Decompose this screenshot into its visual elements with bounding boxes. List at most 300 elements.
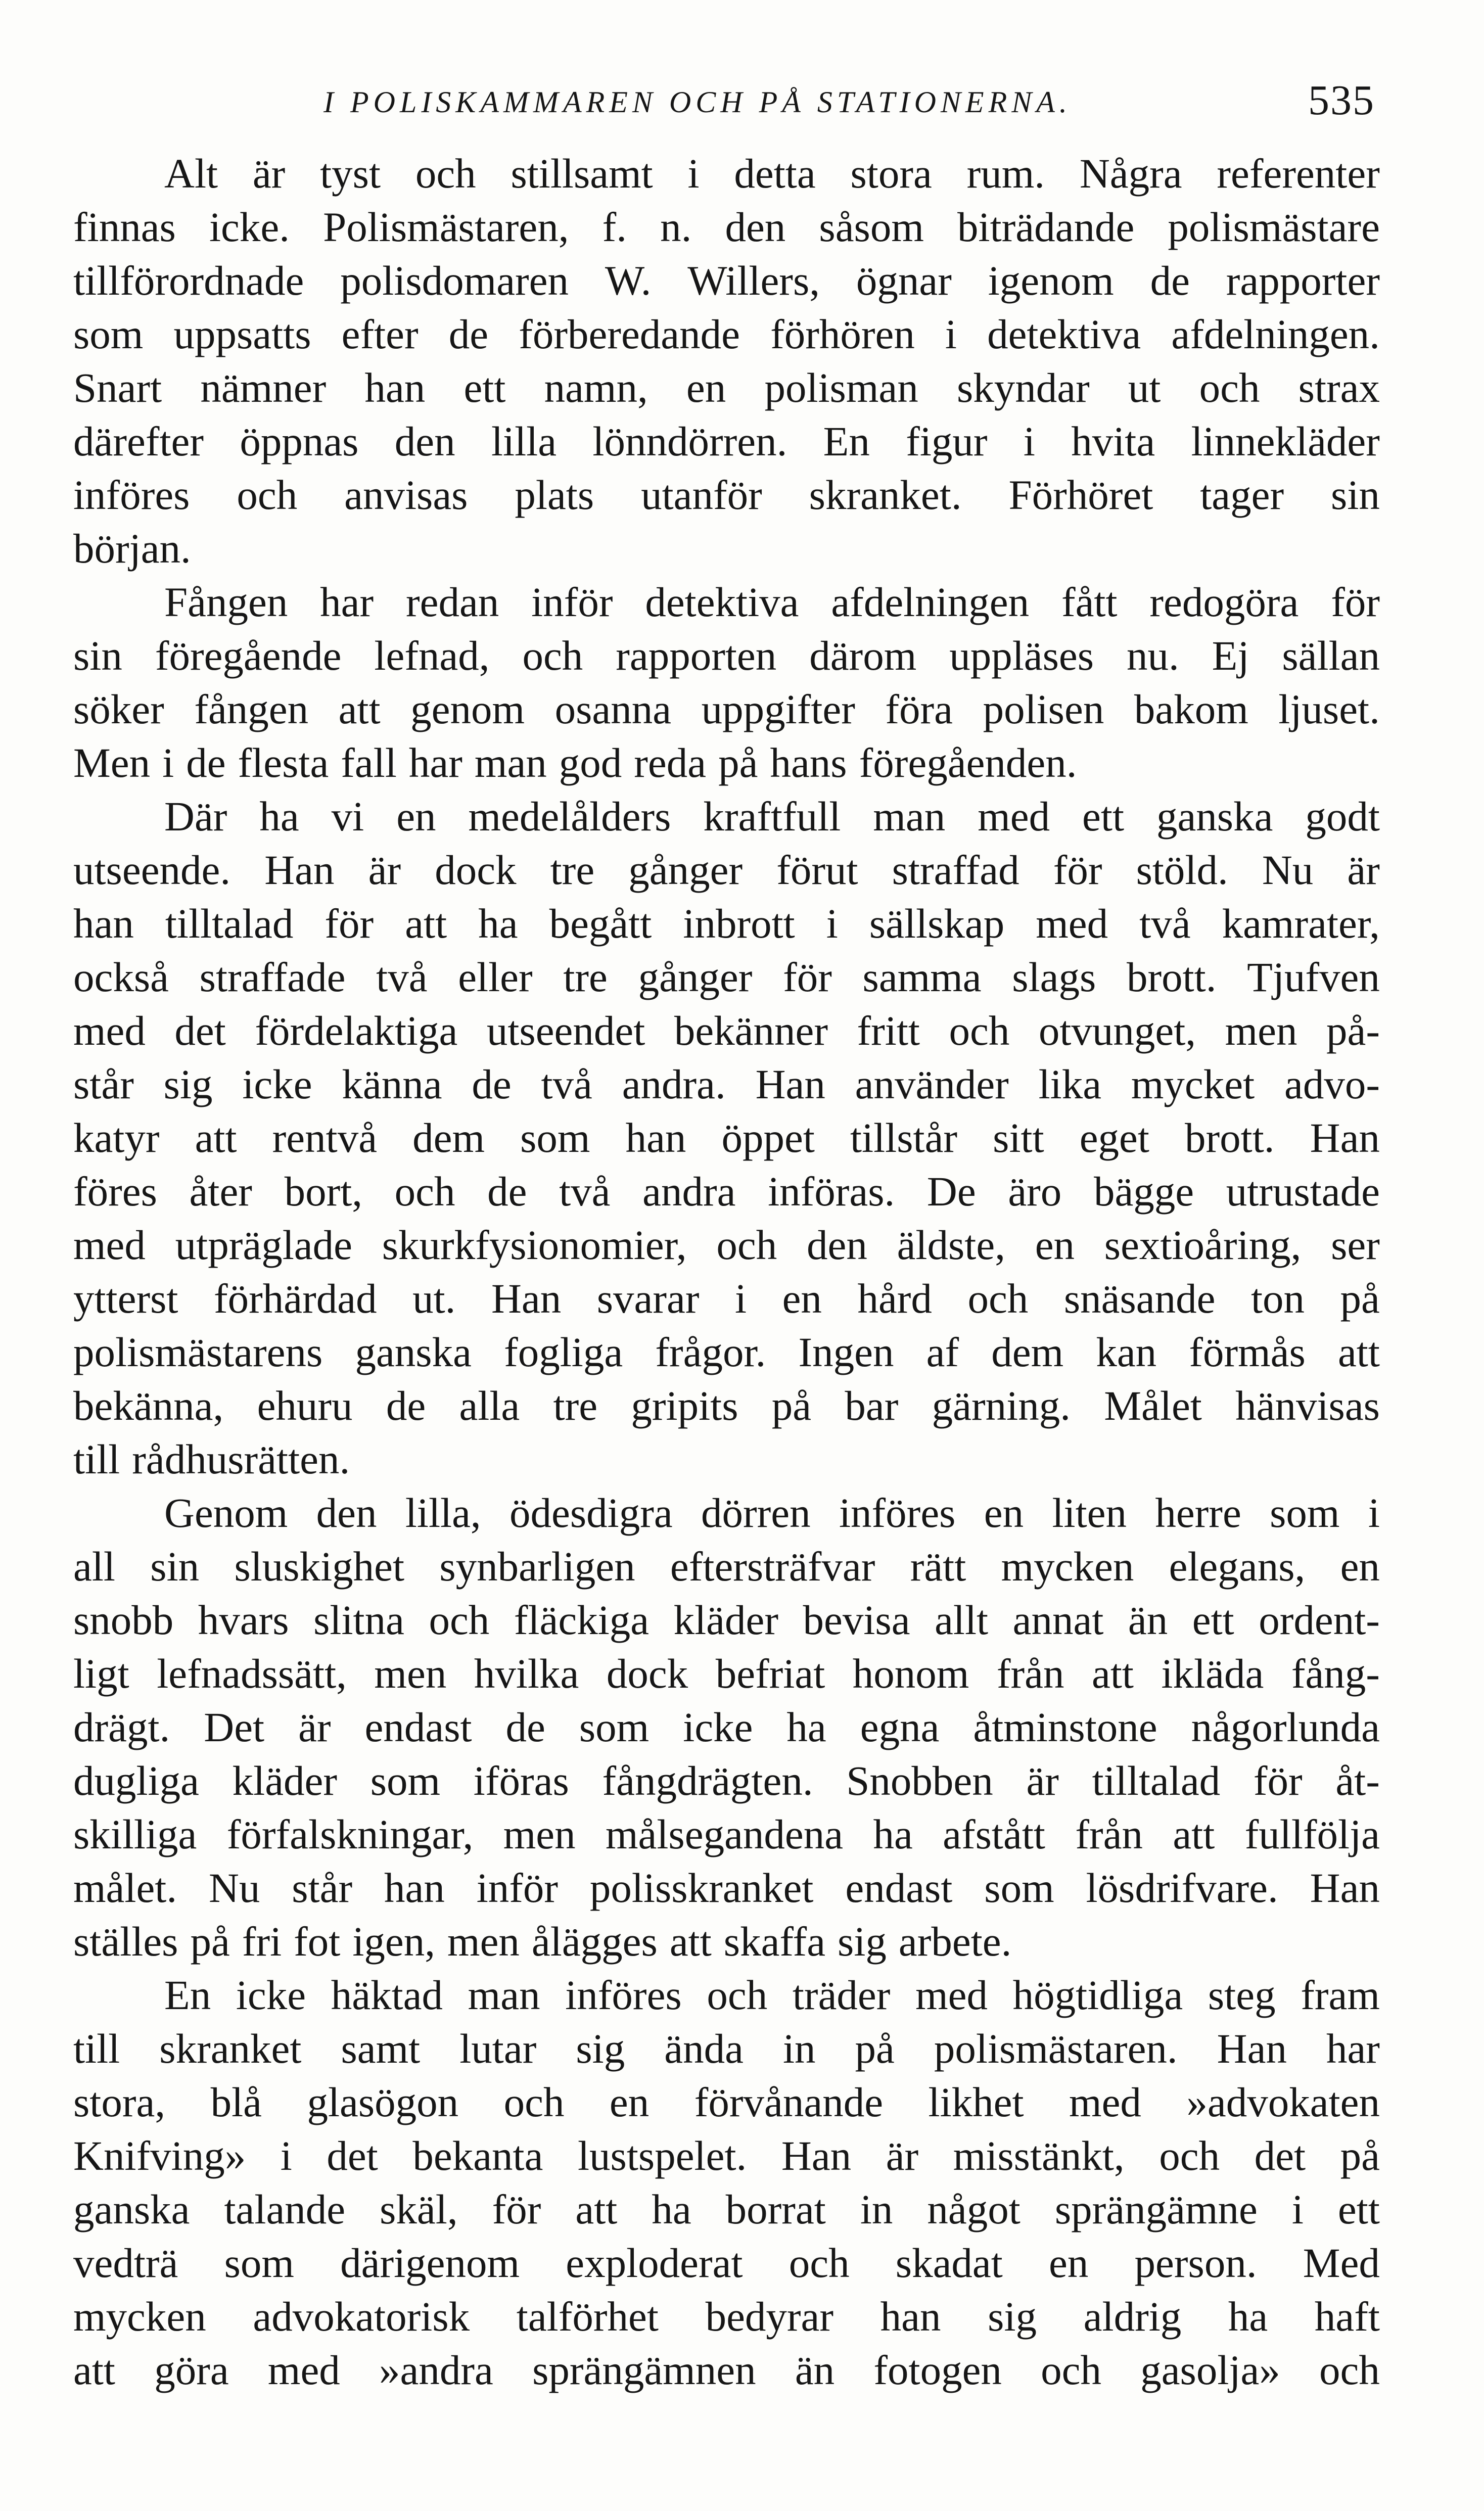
text-line — [73, 200, 1380, 254]
word: fläckiga — [514, 1597, 650, 1643]
word: steg — [1208, 1972, 1276, 2018]
word: äldste, — [897, 1222, 1005, 1268]
word: i — [826, 900, 838, 947]
word: är — [368, 847, 401, 893]
word: ton — [1250, 1275, 1305, 1322]
word: tyst — [320, 150, 381, 197]
word: en — [1049, 2240, 1089, 2286]
word: bekanta — [412, 2132, 543, 2179]
word: uppläses — [949, 632, 1094, 679]
text-line — [73, 843, 1380, 897]
word: nu. — [1126, 632, 1179, 679]
word: lösdrifvare. — [1086, 1865, 1278, 1911]
running-head — [76, 76, 1375, 136]
word: att — [338, 686, 381, 732]
word: ha — [652, 2186, 691, 2233]
word: samt — [341, 2025, 421, 2072]
word: uppsatts — [173, 311, 311, 357]
word: på — [190, 1918, 230, 1965]
text-line — [73, 1968, 1380, 2022]
word: har — [408, 739, 462, 786]
text-line — [73, 1807, 1380, 1861]
word: brott. — [1185, 1114, 1275, 1161]
word: sig — [576, 2025, 625, 2072]
word: skäl, — [380, 2186, 458, 2233]
word: men — [1225, 1007, 1297, 1054]
text-line — [73, 522, 1380, 575]
word: inbrott — [683, 900, 795, 947]
text-line — [73, 1057, 1380, 1111]
word: rum. — [966, 150, 1045, 197]
word: befriat — [715, 1650, 825, 1697]
word: sin — [73, 632, 122, 679]
word: hans — [770, 739, 847, 786]
word: bägge — [1093, 1168, 1194, 1215]
text-line — [73, 1111, 1380, 1165]
word: sig — [838, 1918, 887, 1965]
word: sig — [988, 2293, 1037, 2340]
word: sällan — [1282, 632, 1380, 679]
word: Med — [1303, 2240, 1380, 2286]
word: för — [1253, 1757, 1303, 1804]
word: skranket — [159, 2025, 302, 2072]
word: för — [492, 2186, 541, 2233]
word: afdelningen — [831, 579, 1030, 625]
word: referenter — [1217, 150, 1380, 197]
word: åtminstone — [973, 1704, 1157, 1750]
text-line — [73, 1004, 1380, 1057]
text-line — [73, 1379, 1380, 1432]
word: svarar — [596, 1275, 700, 1322]
word: kan — [1096, 1329, 1157, 1375]
word: advokatorisk — [253, 2293, 470, 2340]
word: att — [195, 1114, 237, 1161]
word: gånger — [638, 954, 753, 1000]
word: sig — [163, 1061, 213, 1107]
word: icke — [236, 1972, 306, 2018]
word: herre — [1155, 1490, 1241, 1536]
word: tre — [550, 847, 595, 893]
word: mycken — [73, 2293, 206, 2340]
word: Snart — [73, 364, 162, 411]
word: kläder — [232, 1757, 338, 1804]
word: ut — [1128, 364, 1161, 411]
word: alla — [459, 1382, 520, 1429]
word: Nu — [208, 1865, 260, 1911]
word: sin — [150, 1543, 200, 1590]
word: i — [1368, 1490, 1380, 1536]
text-line — [73, 629, 1380, 682]
word: söker — [73, 686, 164, 732]
word: linnekläder — [1191, 418, 1380, 464]
word: utseendet — [486, 1007, 645, 1054]
word: all — [73, 1543, 115, 1590]
word: skurkfysionomier, — [382, 1222, 687, 1268]
word: endast — [364, 1704, 472, 1750]
word: Ingen — [798, 1329, 894, 1375]
word: Förhöret — [1008, 472, 1153, 518]
word: att — [575, 2186, 618, 2233]
word: slitna — [313, 1597, 404, 1643]
word: bedyrar — [705, 2293, 834, 2340]
word: fram — [1301, 1972, 1380, 2018]
word: lika — [1038, 1061, 1102, 1107]
word: talförhet — [516, 2293, 659, 2340]
word: tilltalad — [1092, 1757, 1221, 1804]
word: att — [669, 1918, 712, 1965]
text-line — [73, 1325, 1380, 1379]
word: de — [472, 1061, 512, 1107]
word: införes — [839, 1490, 956, 1536]
word: tager — [1200, 472, 1284, 518]
word: för — [1053, 847, 1102, 893]
word: dem — [412, 1114, 485, 1161]
word: det — [174, 1007, 226, 1054]
word: icke. — [209, 204, 290, 250]
word: stöld. — [1136, 847, 1228, 893]
word: ha — [786, 1704, 826, 1750]
word: skranket. — [809, 472, 962, 518]
word: flesta — [238, 739, 329, 786]
word: misstänkt, — [953, 2132, 1125, 2179]
text-line — [73, 2290, 1380, 2343]
word: står — [73, 1061, 134, 1107]
word: och — [429, 1597, 490, 1643]
word: dock — [606, 1650, 688, 1697]
word: åt- — [1335, 1757, 1380, 1804]
word: godt — [1305, 793, 1380, 840]
word: än — [795, 2347, 835, 2393]
word: som — [73, 311, 144, 357]
word: han — [625, 1114, 686, 1161]
text-line — [73, 254, 1380, 307]
word: bort, — [284, 1168, 363, 1215]
word: straffade — [199, 954, 346, 1000]
word: efter — [341, 311, 419, 357]
word: ha — [873, 1811, 913, 1857]
word: de — [186, 739, 226, 786]
word: utseende. — [73, 847, 231, 893]
word: bakom — [1134, 686, 1248, 732]
word: han — [364, 364, 426, 411]
word: åter — [189, 1168, 252, 1215]
word: allt — [935, 1597, 989, 1643]
word: fritt — [857, 1007, 920, 1054]
word: Alt — [164, 150, 218, 197]
word: Han — [1310, 1865, 1380, 1911]
word: som — [520, 1114, 590, 1161]
word: föra — [885, 686, 953, 732]
word: och — [716, 1222, 777, 1268]
word: de — [386, 1382, 426, 1429]
word: en — [686, 364, 726, 411]
word: person. — [1134, 2240, 1257, 2286]
word: den — [807, 1222, 867, 1268]
word: på — [1340, 2132, 1380, 2179]
word: och — [415, 150, 476, 197]
word: Nu — [1262, 847, 1314, 893]
word: men — [374, 1650, 447, 1697]
word: men — [447, 1918, 520, 1965]
word: tre — [563, 954, 608, 1000]
word: på — [1340, 1275, 1380, 1322]
word: bekänna, — [73, 1382, 224, 1429]
word: fot — [294, 1918, 341, 1965]
word: bevisa — [803, 1597, 910, 1643]
word: Det — [204, 1704, 265, 1750]
word: dem — [991, 1329, 1064, 1375]
word: in — [860, 2186, 893, 2233]
word: vedträ — [73, 2240, 178, 2286]
word: ett — [1337, 2186, 1380, 2233]
text-line — [73, 1754, 1380, 1807]
word: eftersträfvar — [670, 1543, 875, 1590]
word: han — [73, 900, 134, 947]
word: att — [1092, 1650, 1134, 1697]
word: hvilka — [474, 1650, 579, 1697]
word: förut — [776, 847, 858, 893]
word: bar — [845, 1382, 899, 1429]
word: föregående — [155, 632, 342, 679]
word: i — [945, 311, 957, 357]
word: utpräglade — [175, 1222, 352, 1268]
word: eller — [458, 954, 533, 1000]
word: frågor. — [655, 1329, 766, 1375]
text-line — [73, 147, 1380, 200]
word: de — [1150, 257, 1190, 304]
word: stillsamt — [511, 150, 653, 197]
word: polismästare — [1168, 204, 1380, 250]
word: och — [967, 1275, 1029, 1322]
word: och — [949, 1007, 1010, 1054]
word: Han — [491, 1275, 562, 1322]
word: namn, — [544, 364, 648, 411]
word: och — [1199, 364, 1260, 411]
word: en — [1035, 1222, 1075, 1268]
word: de — [487, 1168, 527, 1215]
word: andra. — [622, 1061, 726, 1107]
word: i — [1023, 418, 1035, 464]
word: Genom — [164, 1490, 288, 1536]
text-line — [73, 897, 1380, 950]
word: En — [164, 1972, 211, 2018]
word: egna — [860, 1704, 940, 1750]
word: Polismästaren, — [323, 204, 569, 250]
word: fotogen — [873, 2347, 1002, 2393]
word: rådhusrätten. — [132, 1436, 350, 1482]
word: polisskranket — [589, 1865, 814, 1911]
word: i — [687, 150, 700, 197]
word: och — [1319, 2347, 1380, 2393]
text-line — [73, 1486, 1380, 1540]
word: haft — [1314, 2293, 1380, 2340]
word: likhet — [928, 2079, 1024, 2125]
text-line — [73, 950, 1380, 1004]
word: han — [384, 1865, 445, 1911]
word: skyndar — [956, 364, 1090, 411]
page-number: 535 — [1308, 77, 1375, 124]
word: ända — [664, 2025, 744, 2072]
word: en — [984, 1490, 1024, 1536]
word: införes — [73, 472, 190, 518]
text-line — [73, 2182, 1380, 2236]
word: otvunget, — [1038, 1007, 1196, 1054]
word: och — [1159, 2132, 1220, 2179]
word: förhören — [770, 311, 915, 357]
word: skaffa — [723, 1918, 826, 1965]
word: vi — [331, 793, 364, 840]
word: på — [855, 2025, 895, 2072]
word: de — [505, 1704, 545, 1750]
word: häktad — [331, 1972, 443, 2018]
word: Några — [1079, 150, 1182, 197]
word: Han — [755, 1061, 825, 1107]
word: fördelaktiga — [255, 1007, 458, 1054]
word: som — [1270, 1490, 1340, 1536]
word: utanför — [641, 472, 762, 518]
word: är — [298, 1704, 331, 1750]
word: fått — [1061, 579, 1118, 625]
word: Men — [73, 739, 151, 786]
word: talande — [224, 2186, 346, 2233]
text-line — [73, 1165, 1380, 1218]
word: slags — [1012, 954, 1096, 1000]
word: därigenom — [340, 2240, 520, 2286]
word: lilla — [491, 418, 557, 464]
word: ett — [1082, 793, 1125, 840]
word: med — [915, 1972, 988, 2018]
word: såsom — [819, 204, 924, 250]
word: ödesdigra — [509, 1490, 673, 1536]
word: införes — [565, 1972, 682, 2018]
word: rapporter — [1226, 257, 1380, 304]
word: skadat — [895, 2240, 1003, 2286]
word: ytterst — [73, 1275, 178, 1322]
text-line — [73, 361, 1380, 414]
word: att — [73, 2347, 115, 2393]
word: sin — [1331, 472, 1380, 518]
word: fången — [194, 686, 309, 732]
word: två — [559, 1168, 611, 1215]
word: hvita — [1071, 418, 1155, 464]
text-line — [73, 2236, 1380, 2290]
word: föregåenden. — [859, 739, 1077, 786]
word: icke — [242, 1061, 312, 1107]
word: Han — [781, 2132, 852, 2179]
word: detektiva — [645, 579, 799, 625]
word: en — [1340, 1543, 1380, 1590]
word: är — [1347, 847, 1380, 893]
word: Han — [264, 847, 335, 893]
word: att — [1173, 1811, 1215, 1857]
word: andra — [642, 1168, 736, 1215]
word: borrat — [725, 2186, 826, 2233]
word: rentvå — [272, 1114, 378, 1161]
word: strax — [1298, 364, 1380, 411]
word: gärning. — [932, 1382, 1071, 1429]
word: står — [292, 1865, 353, 1911]
word: lefnad, — [374, 632, 490, 679]
word: med — [73, 1007, 146, 1054]
word: afstått — [943, 1811, 1045, 1857]
word: är — [252, 150, 286, 197]
word: ser — [1331, 1222, 1380, 1268]
word: för — [783, 954, 832, 1000]
word: sextioåring, — [1104, 1222, 1302, 1268]
word: fri — [242, 1918, 282, 1965]
word: sluskighet — [234, 1543, 405, 1590]
word: af — [926, 1329, 959, 1375]
word: som — [579, 1704, 650, 1750]
word: man — [468, 1972, 540, 2018]
word: dörren — [701, 1490, 811, 1536]
word: öppet — [721, 1114, 815, 1161]
word: kamrater, — [1222, 900, 1380, 947]
text-line — [73, 1915, 1380, 1968]
word: ganska — [1156, 793, 1273, 840]
word: reda — [634, 739, 707, 786]
word: en — [609, 2079, 650, 2125]
word: skilliga — [73, 1811, 197, 1857]
text-line — [73, 575, 1380, 629]
word: ha — [1228, 2293, 1268, 2340]
word: som — [224, 2240, 294, 2286]
word: är — [886, 2132, 919, 2179]
word: tillstår — [850, 1114, 958, 1161]
word: ganska — [73, 2186, 190, 2233]
word: man — [873, 793, 946, 840]
word: f. — [602, 204, 627, 250]
word: ligt — [73, 1650, 129, 1697]
word: Willers, — [687, 257, 820, 304]
text-line — [73, 468, 1380, 522]
word: in — [782, 2025, 816, 2072]
word: har — [1326, 2025, 1380, 2072]
word: iföras — [473, 1757, 569, 1804]
word: begått — [549, 900, 652, 947]
word: uppgifter — [701, 686, 855, 732]
word: inför — [476, 1865, 559, 1911]
word: polisdomaren — [340, 257, 569, 304]
word: straffad — [892, 847, 1019, 893]
word: Knifving» — [73, 2132, 246, 2179]
word: och — [237, 472, 298, 518]
word: förhärdad — [213, 1275, 377, 1322]
word: som — [370, 1757, 441, 1804]
word: men — [503, 1811, 576, 1857]
word: för — [1331, 579, 1380, 625]
word: ganska — [355, 1329, 472, 1375]
word: stora — [850, 150, 932, 197]
word: på — [718, 739, 758, 786]
word: det — [327, 2132, 378, 2179]
word: något — [927, 2186, 1021, 2233]
word: en — [782, 1275, 822, 1322]
word: man — [474, 739, 547, 786]
word: träder — [792, 1972, 891, 2018]
word: Tjufven — [1247, 954, 1380, 1000]
word: från — [996, 1650, 1064, 1697]
word: rapporten — [616, 632, 777, 679]
word: De — [926, 1168, 976, 1215]
word: två — [1139, 900, 1191, 947]
word: med — [267, 2347, 340, 2393]
word: tilltalad — [165, 900, 294, 947]
word: mycket — [1131, 1061, 1255, 1107]
word: högtidliga — [1012, 1972, 1183, 2018]
word: Han — [1310, 1114, 1380, 1161]
word: och — [789, 2240, 850, 2286]
